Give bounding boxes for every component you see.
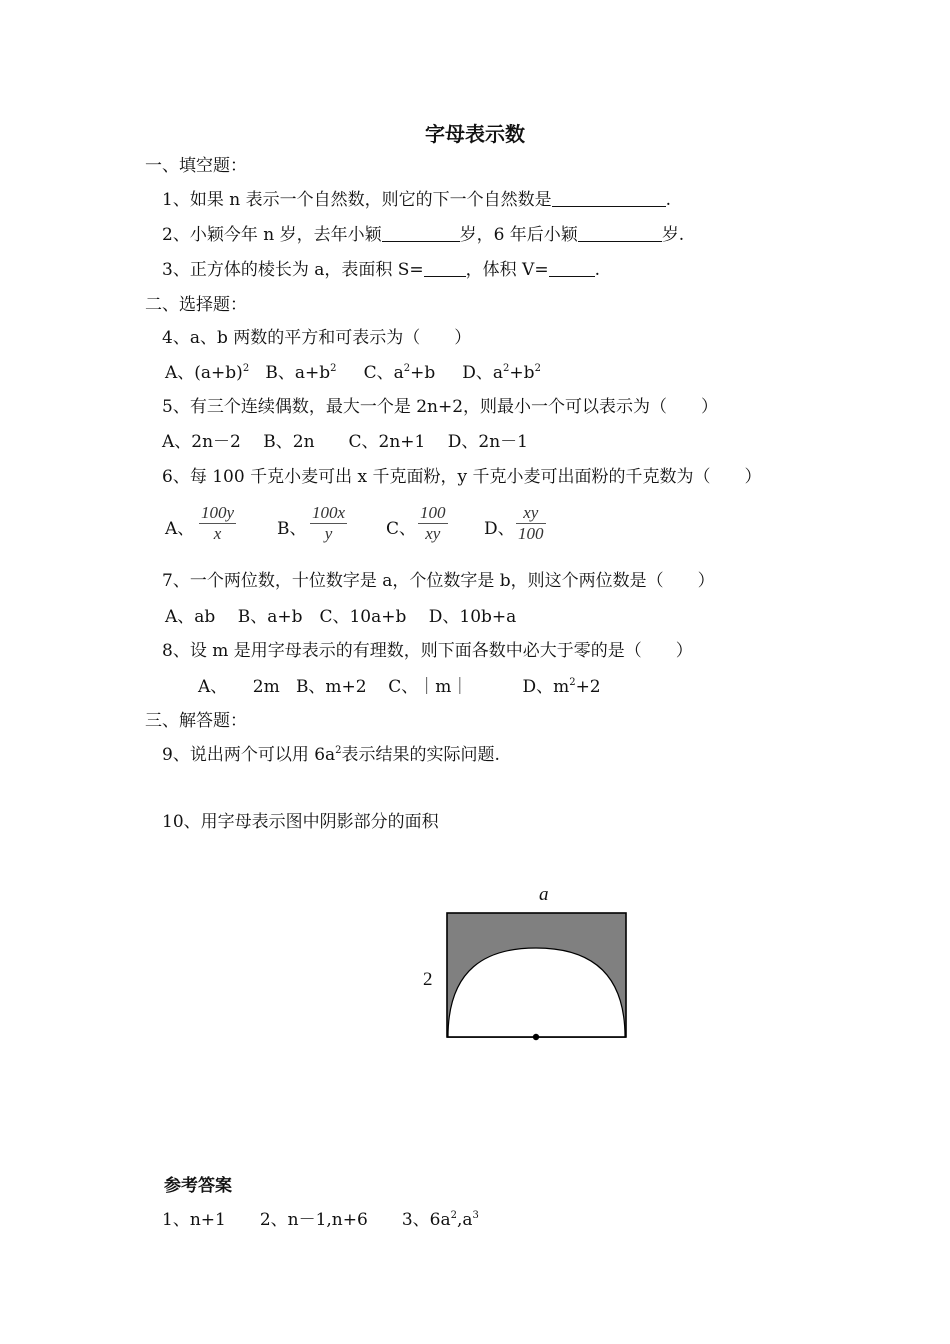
- answer-blank: [549, 260, 595, 277]
- option-d-tail: +2: [575, 677, 601, 697]
- fraction-c: [418, 503, 448, 544]
- section-fill-in: 一、填空题：: [145, 156, 247, 176]
- option-c: C、a: [363, 363, 404, 383]
- fraction-d: [516, 503, 546, 544]
- figure-width-label: a: [539, 884, 549, 905]
- fraction-d-denominator: 100: [518, 524, 544, 543]
- question-3-part-a: 3、正方体的棱长为 a，表面积 S=: [162, 260, 424, 280]
- question-4: 4、a、b 两数的平方和可表示为（ ）: [162, 328, 472, 348]
- option-c-tail: +b: [410, 363, 436, 383]
- answers-text-tail: ,a: [456, 1210, 473, 1230]
- section-answer: 三、解答题：: [145, 711, 247, 731]
- fraction-b-numerator: 100x: [312, 503, 346, 522]
- option-b: B、m+2: [295, 677, 367, 697]
- option-a: A、 2m: [198, 677, 280, 697]
- question-9-exponent: 2: [335, 745, 342, 756]
- answer-blank: [552, 190, 666, 207]
- section-choice: 二、选择题：: [145, 295, 247, 315]
- answers-line: [162, 1209, 479, 1231]
- answer-blank: [424, 260, 466, 277]
- option-a: A、(a+b): [165, 363, 243, 383]
- fraction-d-numerator: xy: [523, 503, 539, 522]
- option-a: A、: [165, 519, 195, 539]
- answer-exponent-2: 3: [472, 1210, 479, 1221]
- option-c: C、｜m｜: [388, 677, 469, 697]
- figure-height-label: 2: [423, 969, 433, 990]
- option-b-exponent: 2: [330, 363, 337, 374]
- question-8-options: [198, 676, 601, 698]
- question-5: 5、有三个连续偶数，最大一个是 2n+2，则最小一个可以表示为（ ）: [162, 397, 719, 417]
- question-9: [162, 744, 500, 766]
- question-10: 10、用字母表示图中阴影部分的面积: [162, 812, 439, 832]
- question-2-part-b: 岁，6 年后小颖: [459, 225, 578, 245]
- shaded-area-figure: [440, 906, 635, 1046]
- option-d-exponent-2: 2: [534, 363, 541, 374]
- center-point: [533, 1034, 539, 1040]
- question-3-part-b: ，体积 V=: [465, 260, 549, 280]
- question-2-part-c: 岁.: [661, 225, 685, 245]
- option-d-exponent: 2: [569, 677, 576, 688]
- page-title: 字母表示数: [425, 122, 525, 146]
- question-3: [162, 259, 600, 281]
- fraction-a-denominator: x: [213, 524, 222, 543]
- option-b: B、a+b: [265, 363, 331, 383]
- option-d: D、a: [462, 363, 504, 383]
- fraction-a-numerator: 100y: [201, 503, 235, 522]
- option-d-exponent-1: 2: [503, 363, 510, 374]
- answer-blank: [382, 225, 460, 242]
- question-1-text: 1、如果 n 表示一个自然数，则它的下一个自然数是: [162, 190, 552, 210]
- question-6: 6、每 100 千克小麦可出 x 千克面粉，y 千克小麦可出面粉的千克数为（ ）: [162, 467, 762, 487]
- question-1-end: .: [665, 190, 671, 210]
- question-2: [162, 224, 684, 246]
- option-d: D、m: [522, 677, 570, 697]
- question-7: 7、一个两位数，十位数字是 a，个位数字是 b，则这个两位数是（ ）: [162, 571, 715, 591]
- option-c-exponent: 2: [403, 363, 411, 374]
- fraction-c-numerator: 100: [420, 503, 446, 522]
- answers-text: 1、n+1 2、n－1,n+6 3、6a: [162, 1210, 451, 1230]
- option-a-exponent: 2: [242, 363, 250, 374]
- answer-exponent-1: 2: [450, 1210, 457, 1221]
- fraction-a: [199, 503, 236, 544]
- question-2-part-a: 2、小颖今年 n 岁，去年小颖: [162, 225, 382, 245]
- question-9-part-a: 9、说出两个可以用 6a: [162, 745, 336, 765]
- question-5-options: A、2n－2 B、2n C、2n+1 D、2n－1: [162, 432, 528, 452]
- fraction-c-denominator: xy: [425, 524, 441, 543]
- fraction-b-denominator: y: [324, 524, 333, 543]
- question-8: 8、设 m 是用字母表示的有理数，则下面各数中必大于零的是（ ）: [162, 641, 693, 661]
- answer-blank: [578, 225, 662, 242]
- question-4-options: [165, 362, 541, 384]
- question-1: [162, 189, 671, 211]
- fraction-b: [310, 503, 347, 544]
- question-7-options: A、ab B、a+b C、10a+b D、10b+a: [165, 607, 517, 627]
- option-d-tail: +b: [509, 363, 535, 383]
- option-b: B、: [277, 519, 307, 539]
- option-c: C、: [386, 519, 417, 539]
- option-d: D、: [484, 519, 515, 539]
- question-9-part-b: 表示结果的实际问题.: [341, 745, 500, 765]
- answers-heading: 参考答案: [164, 1176, 232, 1196]
- question-3-part-c: .: [594, 260, 600, 280]
